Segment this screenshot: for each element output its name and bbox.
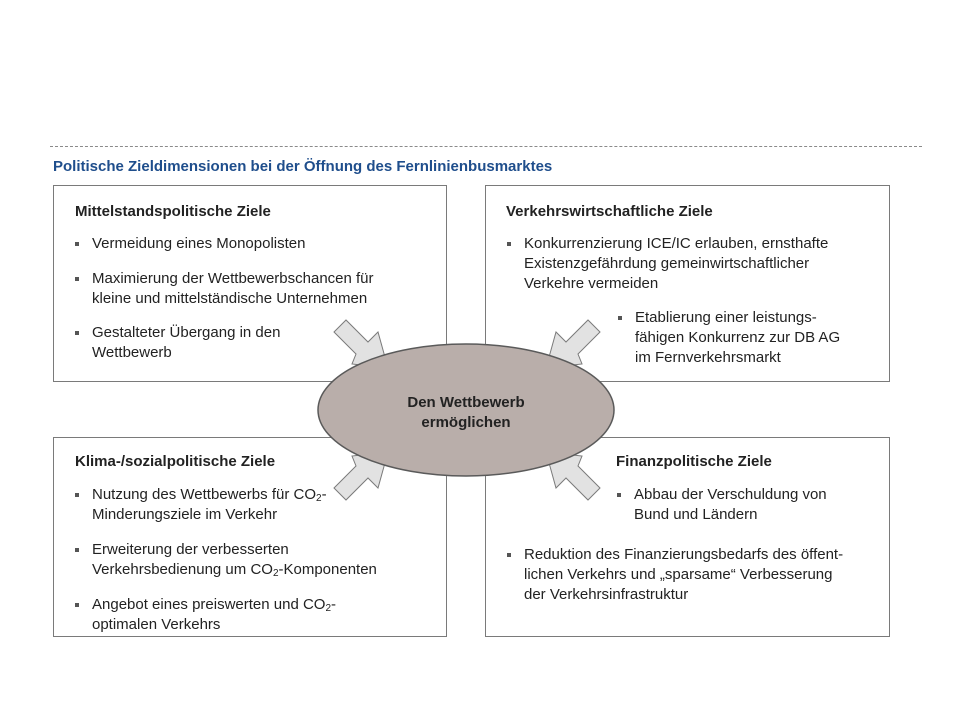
box-title: Mittelstandspolitische Ziele bbox=[75, 203, 271, 220]
list-item: Gestalteter Übergang in den Wettbewerb bbox=[92, 323, 280, 363]
center-label-line2: ermöglichen bbox=[421, 414, 511, 431]
list-item: Abbau der Verschuldung von Bund und Ländern bbox=[634, 485, 827, 525]
box-title: Finanzpolitische Ziele bbox=[616, 453, 772, 470]
list-item: Etablierung einer leistungs- fähigen Konkurrenz zur DB AG im Fernverkehrsmarkt bbox=[635, 308, 840, 368]
list-item: Angebot eines preiswerten und $CO_2-$ optimalen Verkehrs bbox=[92, 595, 336, 635]
center-label bbox=[346, 393, 586, 433]
center-label-line1: Den Wettbewerb bbox=[407, 394, 525, 411]
list-item: Konkurrenzierung ICE/IC erlauben, ernsthafte Existenzgefährdung gemeinwirtschaftlicher Verkehre vermeiden bbox=[524, 234, 828, 294]
list-item: Erweiterung der verbesserten Verkehrsbedienung um $CO_2$-Komponenten bbox=[92, 540, 377, 580]
page-title: Politische Zieldimensionen bei der Öffnung des Fernlinienbusmarktes bbox=[53, 158, 553, 175]
list-item: Vermeidung eines Monopolisten bbox=[92, 234, 305, 254]
list-item: Reduktion des Finanzierungsbedarfs des öffent- lichen Verkehrs und „sparsame“ Verbesserung der Verkehrsinfrastruktur bbox=[524, 545, 843, 605]
box-title: Klima-/sozialpolitische Ziele bbox=[75, 453, 276, 470]
list-item: Nutzung des Wettbewerbs für $CO_2-$ Minderungsziele im Verkehr bbox=[92, 485, 327, 525]
list-item: Maximierung der Wettbewerbschancen für kleine und mittelständische Unternehmen bbox=[92, 269, 374, 309]
box-title: Verkehrswirtschaftliche Ziele bbox=[506, 203, 713, 220]
